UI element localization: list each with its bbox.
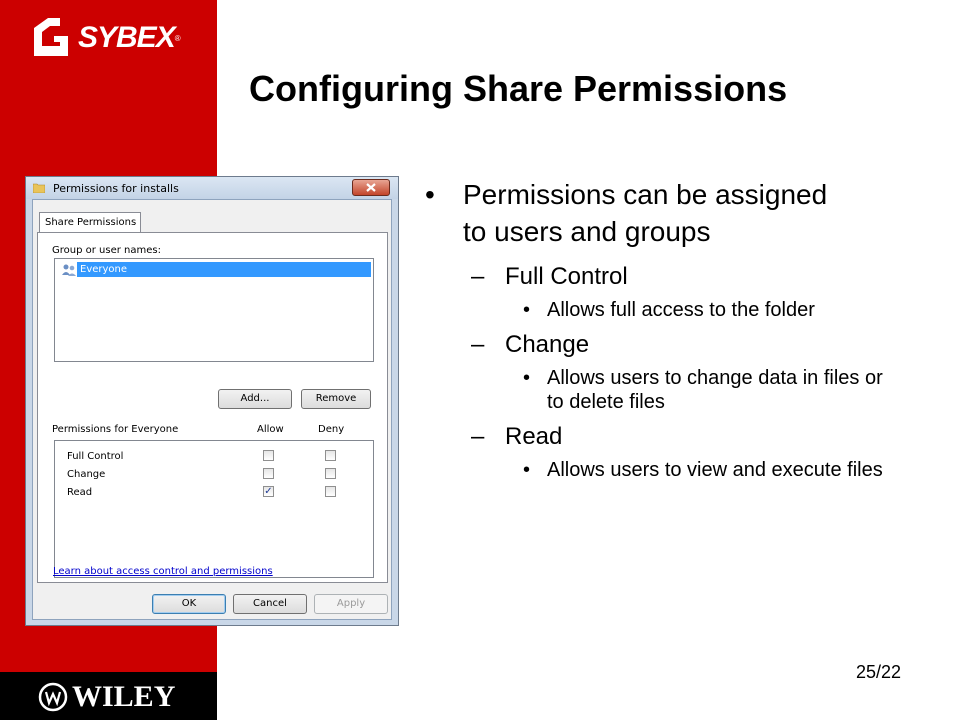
permissions-list xyxy=(54,440,374,578)
sub-bullet-label: Read xyxy=(505,423,563,450)
add-button[interactable]: Add... xyxy=(218,389,292,409)
detail-bullet: • Allows users to view and execute files xyxy=(425,458,883,482)
registered-icon: ® xyxy=(174,33,181,43)
permission-row xyxy=(55,449,373,465)
close-icon xyxy=(353,180,389,195)
dash-marker: – xyxy=(471,263,485,290)
detail-bullet: • Allows full access to the folder xyxy=(425,298,883,322)
list-item[interactable] xyxy=(61,262,371,277)
dialog-body xyxy=(32,199,392,620)
sub-bullet-label: Full Control xyxy=(505,263,628,290)
sybex-mark-icon xyxy=(30,16,72,60)
deny-header: Deny xyxy=(318,424,345,435)
apply-button: Apply xyxy=(314,594,388,614)
allow-checkbox[interactable] xyxy=(263,468,274,479)
close-button[interactable] xyxy=(352,179,390,196)
wiley-wordmark: WILEY xyxy=(72,680,176,713)
detail-bullet: • Allows users to change data in files or to delete files xyxy=(425,366,883,414)
dialog-titlebar xyxy=(26,177,398,199)
sybex-logo xyxy=(30,16,181,60)
bullet-list xyxy=(425,176,915,490)
main-bullet: • Permissions can be assigned to users and groups xyxy=(425,176,843,250)
slide-title: Configuring Share Permissions xyxy=(249,68,788,109)
folder-icon xyxy=(33,182,45,193)
permission-name: Full Control xyxy=(67,451,124,462)
users-icon xyxy=(61,263,77,277)
allow-checkbox[interactable]: ✓ xyxy=(264,486,273,497)
group-label: Group or user names: xyxy=(52,245,161,256)
remove-button[interactable]: Remove xyxy=(301,389,371,409)
cancel-button[interactable]: Cancel xyxy=(233,594,307,614)
dash-marker: – xyxy=(471,423,485,450)
users-listbox[interactable] xyxy=(54,258,374,362)
allow-checkbox[interactable] xyxy=(263,450,274,461)
permission-row xyxy=(55,485,373,501)
help-link[interactable]: Learn about access control and permissions xyxy=(53,566,273,577)
dialog-title: Permissions for installs xyxy=(53,182,179,195)
allow-header: Allow xyxy=(257,424,284,435)
user-everyone: Everyone xyxy=(77,262,371,277)
sub-bullet-read xyxy=(425,422,915,452)
permissions-dialog xyxy=(25,176,399,626)
deny-checkbox[interactable] xyxy=(325,468,336,479)
page-number: 25/22 xyxy=(856,662,902,682)
permission-name: Read xyxy=(67,487,93,498)
wiley-seal-icon xyxy=(38,682,68,712)
sub-bullet-label: Change xyxy=(505,331,590,358)
deny-checkbox[interactable] xyxy=(325,450,336,461)
wiley-logo xyxy=(38,680,175,714)
ok-button[interactable]: OK xyxy=(152,594,226,614)
permissions-label: Permissions for Everyone xyxy=(52,424,179,435)
sybex-wordmark: SYBEX xyxy=(78,21,175,54)
tab-share-permissions[interactable]: Share Permissions xyxy=(39,212,141,233)
dash-marker: – xyxy=(471,331,485,358)
sub-bullet-full-control xyxy=(425,262,915,292)
permission-name: Change xyxy=(67,469,106,480)
sub-bullet-change xyxy=(425,330,915,360)
deny-checkbox[interactable] xyxy=(325,486,336,497)
permission-row xyxy=(55,467,373,483)
